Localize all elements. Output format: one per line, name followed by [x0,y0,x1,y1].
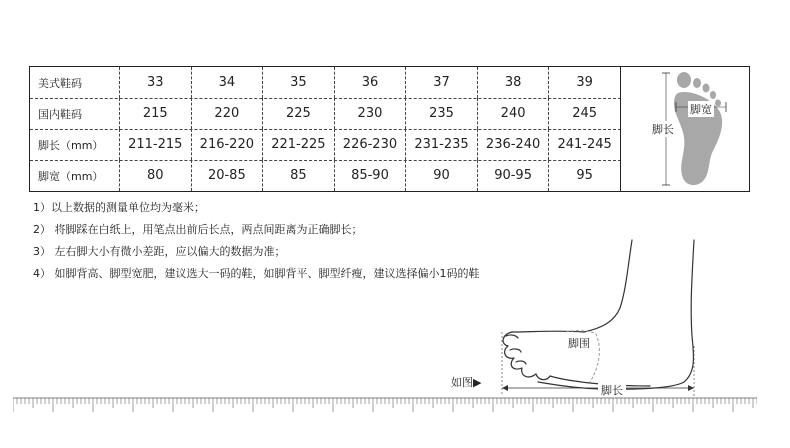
foot-length-label: 脚长 [652,123,674,136]
ruler [13,396,757,416]
row-header: 国内鞋码 [30,98,120,129]
size-table [29,66,750,192]
table-cell: 215 [120,98,192,129]
table-row [30,160,621,191]
table-cell: 39 [549,67,621,98]
length-label: 脚长 [598,382,626,398]
table-cell: 85 [263,160,335,191]
table-cell: 226-230 [335,129,407,160]
table-cell: 240 [478,98,550,129]
table-cell: 216-220 [192,129,264,160]
table-cell: 36 [335,67,407,98]
note-item: 4） 如脚背高、脚型宽肥，建议选大一码的鞋，如脚背平、脚型纤瘦，建议选择偏小1码的鞋 [33,267,480,280]
table-cell: 90 [406,160,478,191]
foot-side-illustration [490,236,710,396]
table-cell: 34 [192,67,264,98]
table-cell: 85-90 [335,160,407,191]
note-item: 3） 左右脚大小有微小差距，应以偏大的数据为准； [33,245,286,258]
table-cell: 38 [478,67,550,98]
table-cell: 235 [406,98,478,129]
note-item: 2） 将脚踩在白纸上，用笔点出前后长点，两点间距离为正确脚长； [33,223,363,236]
table-cell: 225 [263,98,335,129]
table-cell: 236-240 [478,129,550,160]
table-row [30,129,621,160]
table-cell: 220 [192,98,264,129]
footprint-icon [622,67,749,191]
table-cell: 37 [406,67,478,98]
table-cell: 241-245 [549,129,621,160]
row-header: 脚长（mm） [30,129,120,160]
table-cell: 221-225 [263,129,335,160]
table-cell: 230 [335,98,407,129]
table-cell: 80 [120,160,192,191]
table-cell: 245 [549,98,621,129]
table-cell: 231-235 [406,129,478,160]
foot-diagram [622,67,749,191]
circumference-label: 脚围 [568,337,590,350]
foot-width-label: 脚宽 [690,103,712,116]
table-cell: 35 [263,67,335,98]
notes-list [33,200,480,288]
table-row [30,98,621,129]
table-cell: 211-215 [120,129,192,160]
row-header: 美式鞋码 [30,67,120,98]
table-cell: 90-95 [478,160,550,191]
table-cell: 95 [549,160,621,191]
note-item: 1）以上数据的测量单位均为毫米； [33,201,205,214]
table-cell: 20-85 [192,160,264,191]
as-figure-label: 如图▶ [451,376,482,389]
table-cell: 33 [120,67,192,98]
table-row [30,67,621,98]
row-header: 脚宽（mm） [30,160,120,191]
